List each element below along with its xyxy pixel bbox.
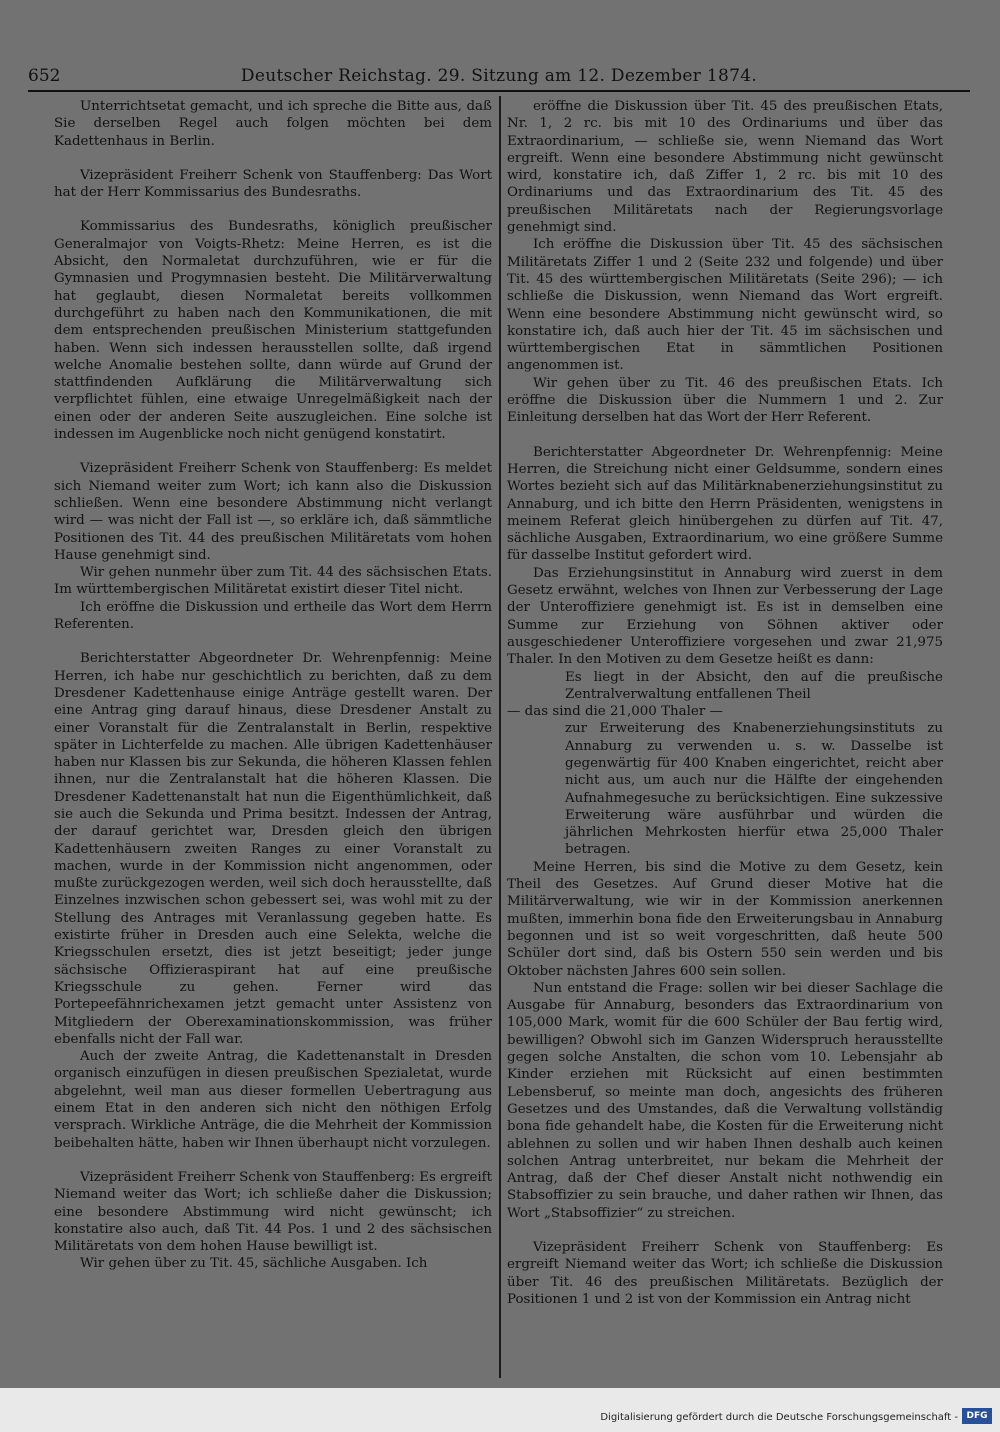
digitization-credit: Digitalisierung gefördert durch die Deutsche Forschungsgemeinschaft - bbox=[600, 1412, 958, 1423]
right-column-paragraph: Vizepräsident Freiherr Schenk von Stauffenberg: Es ergreift Niemand weiter das Wort; ich schließe die Diskussion über Tit. 46 des preußischen Militäretats. Bezüglich der Positionen 1 und 2 ist von der Kommission ein Antrag nicht bbox=[507, 1240, 943, 1307]
paragraph-gap bbox=[54, 1152, 492, 1169]
left-column bbox=[54, 98, 492, 1273]
page-number: 652 bbox=[28, 66, 61, 86]
left-column-paragraph: Wir gehen nunmehr über zum Tit. 44 des sächsischen Etats. Im württembergischen Militäretat existirt dieser Titel nicht. bbox=[54, 565, 492, 598]
paragraph-gap bbox=[54, 150, 492, 167]
right-column-paragraph: Ich eröffne die Diskussion über Tit. 45 des sächsischen Militäretats Ziffer 1 und 2 (Seite 232 und folgende) und über Tit. 45 des württembergischen Militäretats (Seite 296); — ich schließe die Diskussion, wenn Niemand das Wort ergreift. Wenn eine besondere Abstimmung nicht gewünscht wird, so konstatire ich, daß auch hier der Tit. 45 im sächsischen und württembergischen Etat in sämmtlichen Positionen angenommen ist. bbox=[507, 237, 943, 374]
dfg-logo: DFG bbox=[962, 1408, 992, 1424]
left-column-paragraph: Wir gehen über zu Tit. 45, sächliche Ausgaben. Ich bbox=[80, 1256, 428, 1272]
left-column-paragraph: Unterrichtsetat gemacht, und ich spreche die Bitte aus, daß Sie derselben Regel auch folgen möchten bei dem Kadettenhaus in Berlin. bbox=[54, 99, 492, 149]
paragraph-gap bbox=[507, 427, 943, 444]
left-column-paragraph: Kommissarius des Bundesraths, königlich preußischer Generalmajor von Voigts-Rhetz: Meine Herren, es ist die Absicht, den Normaletat durchzuführen, wie er für die Gymnasien und Progymnasien besteht. Die Militärverwaltung hat geglaubt, diesen Normaletat bereits vollkommen durchgeführt zu haben nach den Kommunikationen, die mit dem entsprechenden preußischen Ministerium stattgefunden haben. Wenn sich indessen herausstellen sollte, daß irgend welche Anomalie bestehen sollte, dann würde auf Grund der stattfindenden Aufklärung die Militärverwaltung sich verpflichtet fühlen, eine etwaige Unregelmäßigkeit nach der einen oder der anderen Seite auszugleichen. Eine solche ist indessen im Augenblicke noch nicht genügend konstatirt. bbox=[54, 219, 492, 443]
quote-1: Es liegt in der Absicht, den auf die preußische Zentralverwaltung entfallenen Theil bbox=[565, 669, 943, 702]
right-column-paragraph: Nun entstand die Frage: sollen wir bei dieser Sachlage die Ausgabe für Annaburg, besonders das Extraordinarium von 105,000 Mark, womit für die 600 Schüler der Bau fertig wird, bewilligen? Obwohl sich im Ganzen Widerspruch herausstellte gegen solche Anstalten, die schon vom 10. Lebensjahr ab Kinder erziehen mit Rücksicht auf einen bestimmten Lebensberuf, so meinte man doch, angesichts des früheren Gesetzes und des Umstandes, daß die Verwaltung vollständig bona fide gehandelt habe, die Kosten für die Erweiterung nicht ablehnen zu sollen und wir haben Ihnen deshalb auch keinen solchen Antrag unterbreitet, nur bekam die Mehrheit der Antrag, daß der Chef dieser Anstalt nicht nothwendig ein Stabsoffizier zu sein brauche, und daher rathen wir Ihnen, das Wort „Stabsoffizier“ zu streichen. bbox=[507, 980, 943, 1221]
right-column-paragraph: Wir gehen über zu Tit. 46 des preußischen Etats. Ich eröffne die Diskussion über die Nummern 1 und 2. Zur Einleitung derselben hat das Wort der Herr Referent. bbox=[507, 375, 943, 426]
footer-bar bbox=[0, 1388, 1000, 1432]
left-column-paragraph: Vizepräsident Freiherr Schenk von Stauffenberg: Es meldet sich Niemand weiter zum Wort; ich kann also die Diskussion schließen. Wenn eine besondere Abstimmung nicht verlangt wird — was nicht der Fall ist —, so erkläre ich, daß sämmtliche Positionen des Tit. 44 des preußischen Militäretats vom hohen Hause genehmigt sind. bbox=[54, 461, 492, 563]
left-column-paragraph: Berichterstatter Abgeordneter Dr. Wehrenpfennig: Meine Herren, ich habe nur geschichtlich zu berichten, daß zu dem Dresdener Kadettenhause einige Anträge gestellt waren. Der eine Antrag ging darauf hinaus, diese Dresdener Anstalt zu einer Voranstalt für die Zentralanstalt in Berlin, respektive später in Lichterfelde zu machen. Alle übrigen Kadettenhäuser haben nur Klassen bis zur Sekunda, die höheren Klassen fehlen ihnen, nur die Zentralanstalt hat die höheren Klassen. Die Dresdener Kadettenanstalt hat nun die Eigenthümlichkeit, daß sie auch die Sekunda und Prima besitzt. Indessen der Antrag, der darauf gerichtet war, Dresden gleich den übrigen Kadettenhäusern zweiten Ranges zu einer Voranstalt zu machen, wurde in der Kommission nicht angenommen, oder mußte zurückgezogen werden, weil sich doch herausstellte, daß Einzelnes inzwischen schon gebessert sei, was wohl mit zu der Stellung des Antrages mit Veranlassung gegeben hatte. Es existirte früher in Dresden auch eine Selekta, welche die Kriegsschulen ersetzt, dies ist jetzt beseitigt; jeder junge sächsische Offizieraspirant hat auf eine preußische Kriegsschule zu gehen. Ferner wird das Portepeefähnrichexamen jetzt gemacht unter Assistenz von Mitgliedern der Oberexaminationskommission, was früher ebenfalls nicht der Fall war. bbox=[54, 651, 492, 1047]
right-column-paragraph: Das Erziehungsinstitut in Annaburg wird zuerst in dem Gesetz erwähnt, welches von Ihnen zur Verbesserung der Lage der Unteroffiziere genehmigt ist. Es ist in demselben eine Summe zur Erziehung von Söhnen aktiver oder ausgeschiedener Unteroffiziere vorgesehen und zwar 21,975 Thaler. In den Motiven zu dem Gesetze heißt es dann: bbox=[507, 565, 943, 668]
paragraph-gap bbox=[54, 443, 492, 460]
right-column-paragraph: Berichterstatter Abgeordneter Dr. Wehrenpfennig: Meine Herren, die Streichung nicht einer Geldsumme, sondern eines Wortes bezieht sich auf das Militärknabenerziehungsinstitut zu Annaburg, und ich bitte den Herrn Präsidenten, wenigstens in meinem Referat gleich hinübergehen zu dürfen auf Tit. 47, sächliche Ausgaben, Extraordinarium, wo eine größere Summe für dasselbe Institut gefordert wird. bbox=[507, 444, 943, 564]
right-column-paragraph: eröffne die Diskussion über Tit. 45 des preußischen Etats, Nr. 1, 2 rc. bis mit 10 des Ordinariums und über das Extraordinarium, — schließe sie, wenn Niemand das Wort ergreift. Wenn eine besondere Abstimmung nicht gewünscht wird, konstatire ich, daß Ziffer 1, 2 rc. bis mit 10 des Ordinariums und das Extraordinarium des Tit. 45 des preußischen Militäretats nach der Regierungsvorlage genehmigt sind. bbox=[507, 99, 943, 236]
left-column-paragraph: Vizepräsident Freiherr Schenk von Stauffenberg: Das Wort hat der Herr Kommissarius des Bundesraths. bbox=[54, 167, 492, 201]
left-column-paragraph: Ich eröffne die Diskussion und ertheile das Wort dem Herrn Referenten. bbox=[54, 599, 492, 633]
right-column bbox=[507, 98, 943, 1308]
quote-2: zur Erweiterung des Knabenerziehungsinstituts zu Annaburg zu verwenden u. s. w. Dasselbe ist gegenwärtig für 400 Knaben eingerichtet, reicht aber nicht aus, um auch nur die Hälfte der eingehenden Aufnahmegesuche zu berücksichtigen. Eine sukzessive Erweiterung wäre ausführbar und würden die jährlichen Mehrkosten hierfür etwa 25,000 Thaler betragen. bbox=[565, 721, 943, 858]
paragraph-gap bbox=[507, 1222, 943, 1239]
paragraph-gap bbox=[54, 633, 492, 650]
left-column-paragraph: Auch der zweite Antrag, die Kadettenanstalt in Dresden organisch einzufügen in diesen preußischen Spezialetat, wurde abgelehnt, weil man aus dieser formellen Uebertragung aus einem Etat in den anderen sich nicht den nöthigen Erfolg versprach. Wirkliche Anträge, die die Mehrheit der Kommission beibehalten hätte, haben wir Ihnen überhaupt nicht vorzulegen. bbox=[54, 1049, 492, 1151]
column-divider bbox=[499, 96, 501, 1378]
right-column-paragraph: Meine Herren, bis sind die Motive zu dem Gesetz, kein Theil des Gesetzes. Auf Grund dieser Motive hat die Militärverwaltung, wie wir in der Kommission anerkennen mußten, immerhin bona fide den Erweiterungsbau in Annaburg begonnen und ist so weit vorgeschritten, daß heute 500 Schüler dort sind, daß bis Ostern 550 sein werden und bis Oktober nächsten Jahres 600 sein sollen. bbox=[507, 859, 943, 979]
left-column-paragraph: Vizepräsident Freiherr Schenk von Stauffenberg: Es ergreift Niemand weiter das Wort; ich schließe daher die Diskussion; eine besondere Abstimmung wird nicht gewünscht; ich konstatire also auch, daß Tit. 44 Pos. 1 und 2 des sächsischen Militäretats von dem hohen Hause bewilligt ist. bbox=[54, 1169, 493, 1255]
paragraph-gap bbox=[54, 201, 492, 218]
page-title: Deutscher Reichstag. 29. Sitzung am 12. Dezember 1874. bbox=[240, 66, 758, 86]
page-header bbox=[28, 60, 970, 92]
dash-line: — das sind die 21,000 Thaler — bbox=[507, 704, 723, 720]
